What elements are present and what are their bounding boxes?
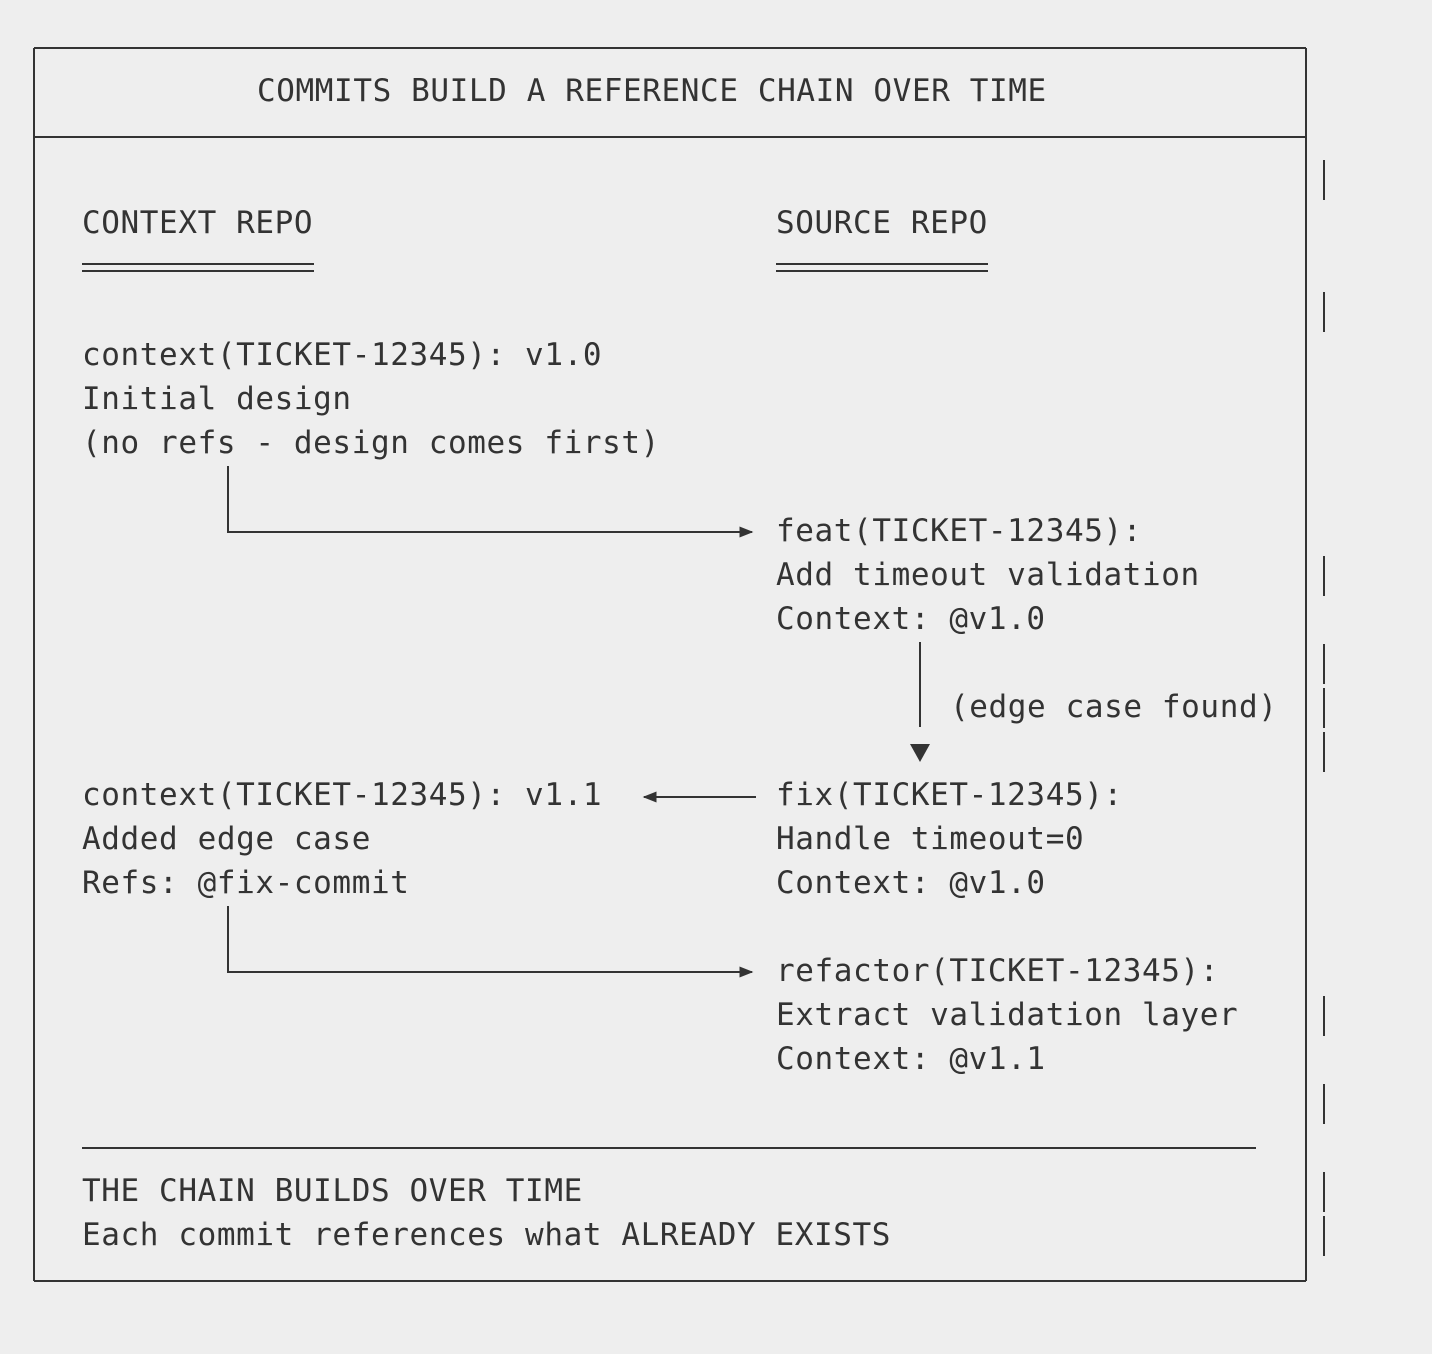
commit-context: Context: @v1.1 xyxy=(776,1041,1046,1077)
context-repo-underline xyxy=(82,264,314,271)
commit-refs: (no refs - design comes first) xyxy=(82,425,660,461)
connector-feat-to-fix xyxy=(910,642,930,762)
commit-subject: context(TICKET-12345): v1.0 xyxy=(82,337,603,373)
connector-v1-1-to-refactor xyxy=(228,906,752,972)
commit-subject: feat(TICKET-12345): xyxy=(776,513,1143,549)
commit-subject: context(TICKET-12345): v1.1 xyxy=(82,777,603,813)
commit-context: Context: @v1.0 xyxy=(776,865,1046,901)
commit-body: Add timeout validation xyxy=(776,557,1200,593)
footer-heading: THE CHAIN BUILDS OVER TIME xyxy=(82,1173,583,1209)
context-repo-heading: CONTEXT REPO xyxy=(82,205,314,241)
commit-refs: Refs: @fix-commit xyxy=(82,865,410,901)
commit-subject: fix(TICKET-12345): xyxy=(776,777,1123,813)
source-repo-heading: SOURCE REPO xyxy=(776,205,988,241)
commit-body: Extract validation layer xyxy=(776,997,1239,1033)
diagram-title: COMMITS BUILD A REFERENCE CHAIN OVER TIME xyxy=(257,73,1047,109)
commit-body: Initial design xyxy=(82,381,352,417)
commit-body: Handle timeout=0 xyxy=(776,821,1085,857)
edge-case-label: (edge case found) xyxy=(950,689,1278,725)
source-repo-underline xyxy=(776,264,988,271)
commit-subject: refactor(TICKET-12345): xyxy=(776,953,1220,989)
connector-v1-0-to-feat xyxy=(228,466,752,532)
commit-context: Context: @v1.0 xyxy=(776,601,1046,637)
footer-note: Each commit references what ALREADY EXISTS xyxy=(82,1217,892,1253)
commit-body: Added edge case xyxy=(82,821,371,857)
